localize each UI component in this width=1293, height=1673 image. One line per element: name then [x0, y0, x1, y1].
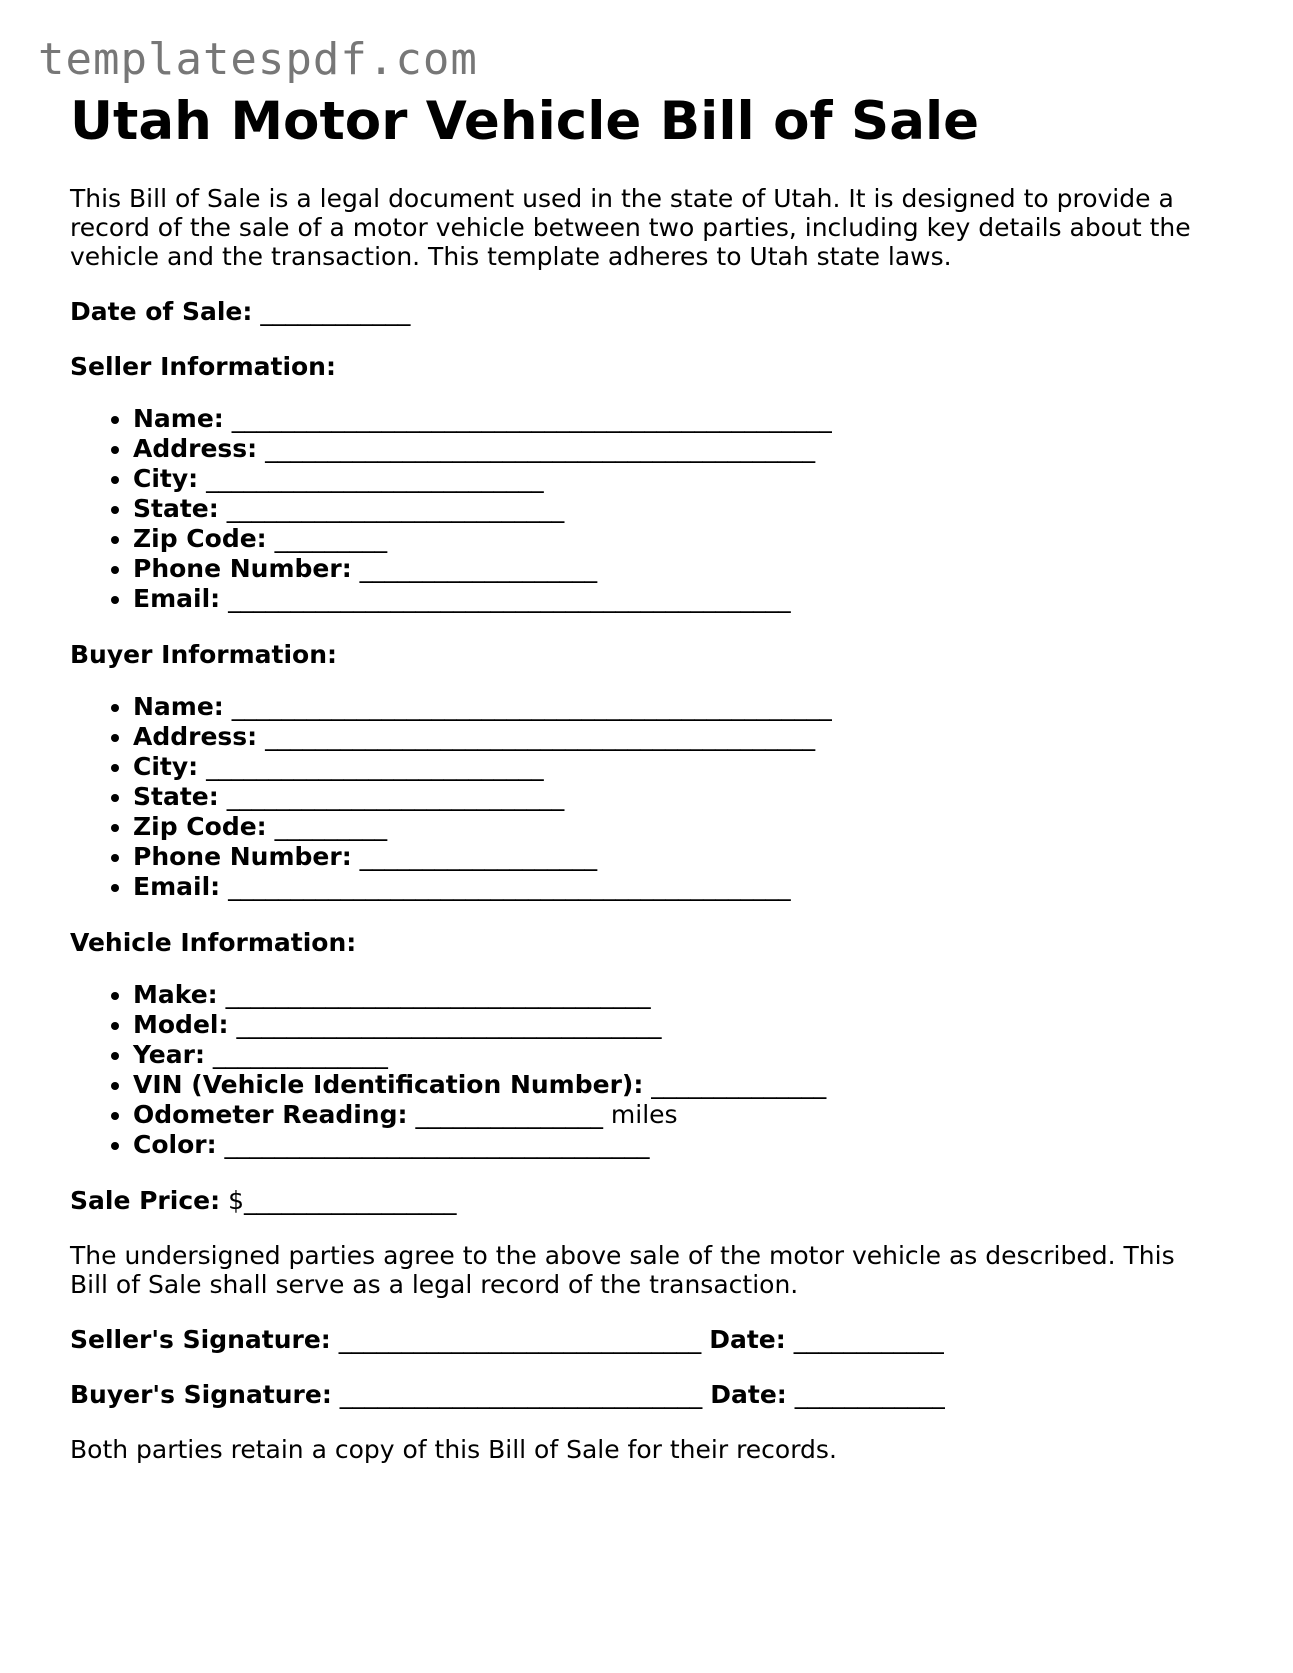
date-of-sale-blank[interactable]: ____________ [260, 297, 411, 326]
field-label: Odometer Reading: [133, 1100, 408, 1129]
buyer-name-field [133, 692, 1220, 722]
seller-signature-label: Seller's Signature: [70, 1325, 331, 1354]
vehicle-model-field [133, 1010, 1220, 1040]
vehicle-year-blank[interactable]: ______________ [212, 1040, 388, 1069]
vehicle-color-field [133, 1130, 1220, 1160]
buyer-phone-field [133, 842, 1220, 872]
field-label: State: [133, 494, 219, 523]
field-label: Make: [133, 980, 218, 1009]
vehicle-odometer-field [133, 1100, 1220, 1130]
seller-phone-blank[interactable]: ___________________ [359, 554, 598, 583]
buyer-city-blank[interactable]: ___________________________ [206, 752, 544, 781]
seller-city-blank[interactable]: ___________________________ [206, 464, 544, 493]
seller-address-field [133, 434, 1220, 464]
buyer-state-blank[interactable]: ___________________________ [226, 782, 565, 811]
odometer-unit: miles [610, 1100, 678, 1129]
seller-name-field [133, 404, 1220, 434]
seller-address-blank[interactable]: ____________________________________________ [265, 434, 816, 463]
buyer-signature-label: Buyer's Signature: [70, 1380, 332, 1409]
field-label: Name: [133, 692, 224, 721]
buyer-email-blank[interactable]: _____________________________________________ [228, 872, 791, 901]
vehicle-color-blank[interactable]: __________________________________ [224, 1130, 650, 1159]
field-label: Name: [133, 404, 224, 433]
retain-note: Both parties retain a copy of this Bill of Sale for their records. [70, 1435, 837, 1464]
field-label: Year: [133, 1040, 205, 1069]
buyer-date-blank[interactable]: ____________ [794, 1380, 945, 1409]
field-label: Phone Number: [133, 554, 352, 583]
vehicle-vin-field [133, 1070, 1220, 1100]
sale-price-field [70, 1186, 1220, 1215]
field-label: Model: [133, 1010, 229, 1039]
seller-fields-list [70, 404, 1220, 614]
field-label: City: [133, 752, 199, 781]
buyer-state-field [133, 782, 1220, 812]
buyer-phone-blank[interactable]: ___________________ [359, 842, 598, 871]
watermark: templatespdf.com [38, 34, 478, 85]
vehicle-model-blank[interactable]: __________________________________ [236, 1010, 662, 1039]
buyer-address-field [133, 722, 1220, 752]
currency-symbol: $ [228, 1186, 244, 1215]
sale-price-blank[interactable]: _________________ [243, 1186, 457, 1215]
field-label: Email: [133, 872, 221, 901]
field-label: Address: [133, 722, 258, 751]
vehicle-vin-blank[interactable]: ______________ [651, 1070, 827, 1099]
field-label: Phone Number: [133, 842, 352, 871]
vehicle-make-blank[interactable]: __________________________________ [225, 980, 651, 1009]
field-label: Zip Code: [133, 812, 267, 841]
seller-state-blank[interactable]: ___________________________ [226, 494, 565, 523]
buyer-email-field [133, 872, 1220, 902]
seller-city-field [133, 464, 1220, 494]
vehicle-heading: Vehicle Information: [70, 928, 357, 957]
field-label: Email: [133, 584, 221, 613]
seller-zip-blank[interactable]: _________ [274, 524, 388, 553]
seller-state-field [133, 494, 1220, 524]
buyer-heading: Buyer Information: [70, 640, 338, 669]
seller-zip-field [133, 524, 1220, 554]
date-of-sale-field [70, 297, 1220, 326]
date-of-sale-label: Date of Sale: [70, 297, 253, 326]
buyer-signature-blank[interactable]: _____________________________ [339, 1380, 703, 1409]
buyer-fields-list [70, 692, 1220, 902]
vehicle-odometer-blank[interactable]: _______________ [415, 1100, 603, 1129]
vehicle-make-field [133, 980, 1220, 1010]
seller-signature-line [70, 1325, 1220, 1354]
buyer-zip-field [133, 812, 1220, 842]
document-title: Utah Motor Vehicle Bill of Sale [70, 91, 980, 152]
intro-paragraph: This Bill of Sale is a legal document used in the state of Utah. It is designed to provide a record of the sale of a motor vehicle between two parties, including key details about the vehicle and the transaction. This template adheres to Utah state laws. [70, 184, 1191, 271]
buyer-zip-blank[interactable]: _________ [274, 812, 388, 841]
field-label: City: [133, 464, 199, 493]
seller-heading: Seller Information: [70, 352, 336, 381]
buyer-name-blank[interactable]: ________________________________________________ [231, 692, 832, 721]
seller-email-field [133, 584, 1220, 614]
seller-date-label: Date: [709, 1325, 786, 1354]
seller-signature-blank[interactable]: _____________________________ [338, 1325, 702, 1354]
document-body [70, 90, 1220, 1464]
buyer-date-label: Date: [710, 1380, 787, 1409]
buyer-city-field [133, 752, 1220, 782]
vehicle-year-field [133, 1040, 1220, 1070]
field-label: State: [133, 782, 219, 811]
field-label: Color: [133, 1130, 217, 1159]
seller-date-blank[interactable]: ____________ [793, 1325, 944, 1354]
agreement-paragraph: The undersigned parties agree to the above sale of the motor vehicle as described. This Bill of Sale shall serve as a legal record of the transaction. [70, 1241, 1175, 1299]
field-label: Zip Code: [133, 524, 267, 553]
sale-price-label: Sale Price: [70, 1186, 221, 1215]
field-label: Address: [133, 434, 258, 463]
vehicle-fields-list [70, 980, 1220, 1160]
seller-name-blank[interactable]: ________________________________________________ [231, 404, 832, 433]
seller-phone-field [133, 554, 1220, 584]
seller-email-blank[interactable]: _____________________________________________ [228, 584, 791, 613]
field-label: VIN (Vehicle Identification Number): [133, 1070, 644, 1099]
buyer-signature-line [70, 1380, 1220, 1409]
buyer-address-blank[interactable]: ____________________________________________ [265, 722, 816, 751]
